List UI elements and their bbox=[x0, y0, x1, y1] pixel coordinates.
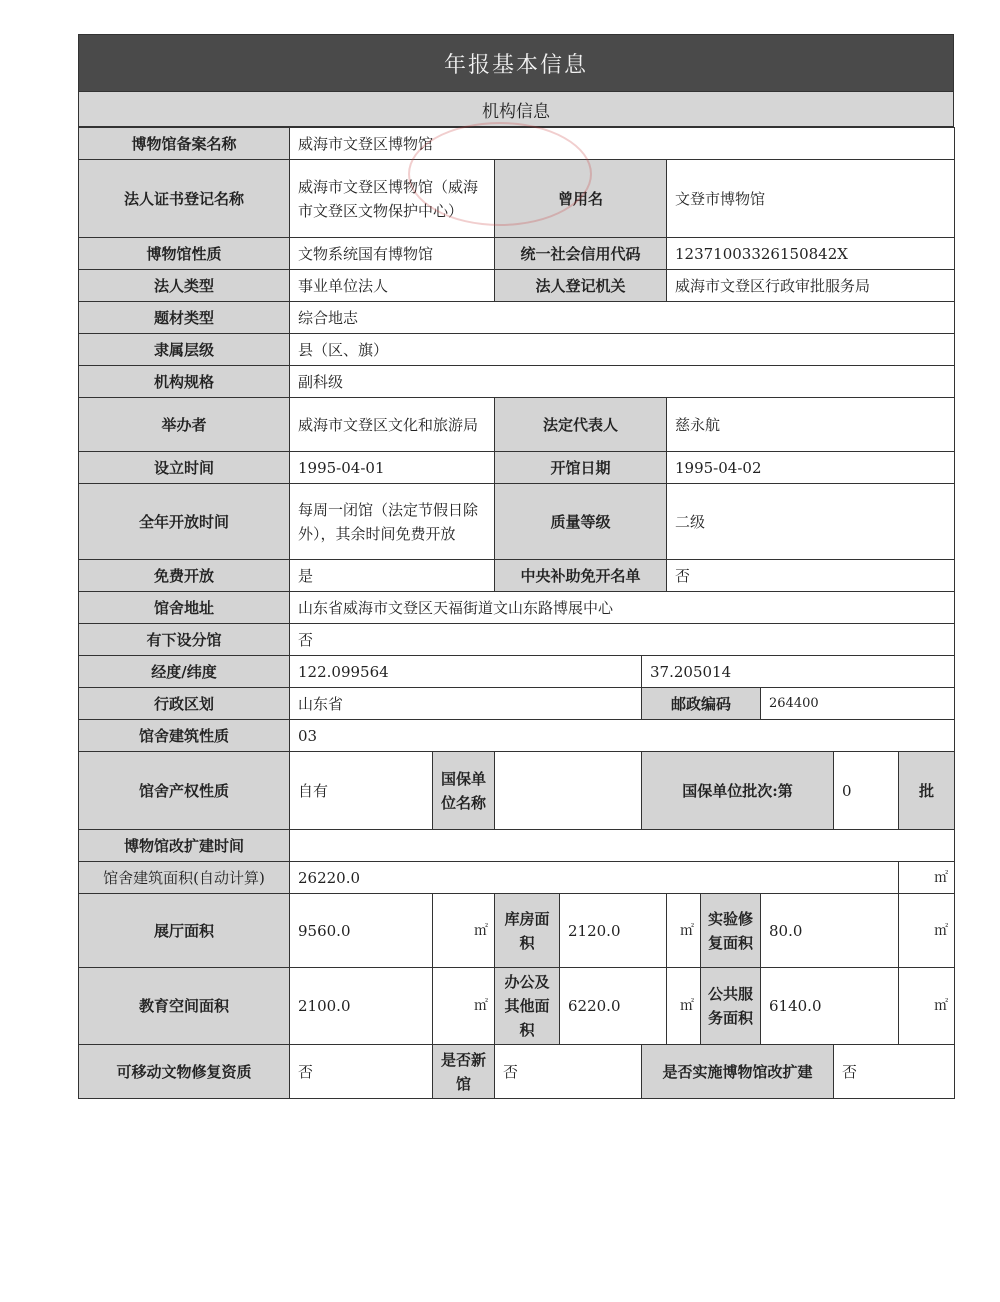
unit-label: ㎡ bbox=[899, 894, 955, 968]
lab-area-value: 80.0 bbox=[761, 894, 899, 968]
field-label: 全年开放时间 bbox=[79, 484, 290, 560]
annual-report-sheet bbox=[78, 34, 954, 1099]
free-open-value: 是 bbox=[290, 560, 495, 592]
field-label: 中央补助免开名单 bbox=[495, 560, 667, 592]
credit-code-value: 12371003326150842X bbox=[667, 238, 955, 270]
table-row bbox=[79, 1045, 955, 1099]
legal-rep-value: 慈永航 bbox=[667, 398, 955, 452]
table-row bbox=[79, 398, 955, 452]
former-name-value: 文登市博物馆 bbox=[667, 160, 955, 238]
field-label: 可移动文物修复资质 bbox=[79, 1045, 290, 1099]
legal-cert-name-value: 威海市文登区博物馆（威海市文登区文物保护中心） bbox=[290, 160, 495, 238]
field-label: 博物馆改扩建时间 bbox=[79, 830, 290, 862]
public-service-area-value: 6140.0 bbox=[761, 968, 899, 1045]
new-museum-value: 否 bbox=[495, 1045, 642, 1099]
table-row bbox=[79, 302, 955, 334]
field-label: 馆舍建筑面积(自动计算) bbox=[79, 862, 290, 894]
office-area-value: 6220.0 bbox=[560, 968, 667, 1045]
table-row bbox=[79, 560, 955, 592]
field-label: 有下设分馆 bbox=[79, 624, 290, 656]
field-label: 设立时间 bbox=[79, 452, 290, 484]
field-label: 是否新馆 bbox=[433, 1045, 495, 1099]
field-label: 隶属层级 bbox=[79, 334, 290, 366]
museum-nature-value: 文物系统国有博物馆 bbox=[290, 238, 495, 270]
field-label: 国保单位名称 bbox=[433, 752, 495, 830]
field-label: 举办者 bbox=[79, 398, 290, 452]
page-title: 年报基本信息 bbox=[78, 34, 954, 92]
legal-type-value: 事业单位法人 bbox=[290, 270, 495, 302]
storage-area-value: 2120.0 bbox=[560, 894, 667, 968]
field-label: 展厅面积 bbox=[79, 894, 290, 968]
education-area-value: 2100.0 bbox=[290, 968, 433, 1045]
sponsor-value: 威海市文登区文化和旅游局 bbox=[290, 398, 495, 452]
field-label: 博物馆备案名称 bbox=[79, 128, 290, 160]
table-row bbox=[79, 128, 955, 160]
branches-value: 否 bbox=[290, 624, 955, 656]
table-row bbox=[79, 720, 955, 752]
established-value: 1995-04-01 bbox=[290, 452, 495, 484]
field-label: 是否实施博物馆改扩建 bbox=[642, 1045, 834, 1099]
unit-label: ㎡ bbox=[667, 968, 701, 1045]
expansion-time-value bbox=[290, 830, 955, 862]
field-label: 法人证书登记名称 bbox=[79, 160, 290, 238]
table-row bbox=[79, 452, 955, 484]
unit-label: ㎡ bbox=[899, 968, 955, 1045]
field-label: 馆舍产权性质 bbox=[79, 752, 290, 830]
region-value: 山东省 bbox=[290, 688, 642, 720]
table-row bbox=[79, 830, 955, 862]
field-label: 机构规格 bbox=[79, 366, 290, 398]
field-label: 题材类型 bbox=[79, 302, 290, 334]
opened-value: 1995-04-02 bbox=[667, 452, 955, 484]
org-rank-value: 副科级 bbox=[290, 366, 955, 398]
opening-hours-value: 每周一闭馆（法定节假日除外），其余时间免费开放 bbox=[290, 484, 495, 560]
field-label: 公共服务面积 bbox=[701, 968, 761, 1045]
longitude-value: 122.099564 bbox=[290, 656, 642, 688]
field-label: 博物馆性质 bbox=[79, 238, 290, 270]
field-label: 免费开放 bbox=[79, 560, 290, 592]
national-unit-batch-value: 0 bbox=[834, 752, 899, 830]
field-label: 经度/纬度 bbox=[79, 656, 290, 688]
unit-label: ㎡ bbox=[899, 862, 955, 894]
quality-grade-value: 二级 bbox=[667, 484, 955, 560]
field-label: 库房面积 bbox=[495, 894, 560, 968]
latitude-value: 37.205014 bbox=[642, 656, 955, 688]
field-label: 馆舍建筑性质 bbox=[79, 720, 290, 752]
table-row bbox=[79, 862, 955, 894]
unit-label: ㎡ bbox=[667, 894, 701, 968]
table-row bbox=[79, 968, 955, 1045]
national-unit-name-value bbox=[495, 752, 642, 830]
section-title: 机构信息 bbox=[78, 92, 954, 127]
field-label: 教育空间面积 bbox=[79, 968, 290, 1045]
table-row bbox=[79, 592, 955, 624]
field-label: 邮政编码 bbox=[642, 688, 761, 720]
field-label: 行政区划 bbox=[79, 688, 290, 720]
exhibition-area-value: 9560.0 bbox=[290, 894, 433, 968]
table-row bbox=[79, 484, 955, 560]
unit-label: ㎡ bbox=[433, 894, 495, 968]
field-label: 办公及其他面积 bbox=[495, 968, 560, 1045]
field-label: 法定代表人 bbox=[495, 398, 667, 452]
table-row bbox=[79, 656, 955, 688]
registration-authority-value: 威海市文登区行政审批服务局 bbox=[667, 270, 955, 302]
field-label: 馆舍地址 bbox=[79, 592, 290, 624]
field-label: 统一社会信用代码 bbox=[495, 238, 667, 270]
batch-suffix: 批 bbox=[899, 752, 955, 830]
property-nature-value: 自有 bbox=[290, 752, 433, 830]
table-row bbox=[79, 270, 955, 302]
table-row bbox=[79, 366, 955, 398]
table-row bbox=[79, 624, 955, 656]
field-label: 法人登记机关 bbox=[495, 270, 667, 302]
field-label: 实验修复面积 bbox=[701, 894, 761, 968]
building-nature-value: 03 bbox=[290, 720, 955, 752]
info-table bbox=[78, 127, 955, 1099]
table-row bbox=[79, 688, 955, 720]
table-row bbox=[79, 894, 955, 968]
postcode-value: 264400 bbox=[761, 688, 955, 720]
table-row bbox=[79, 752, 955, 830]
movable-relic-repair-value: 否 bbox=[290, 1045, 433, 1099]
registered-name-value: 威海市文登区博物馆 bbox=[290, 128, 955, 160]
table-row bbox=[79, 160, 955, 238]
admin-level-value: 县（区、旗） bbox=[290, 334, 955, 366]
field-label: 质量等级 bbox=[495, 484, 667, 560]
theme-type-value: 综合地志 bbox=[290, 302, 955, 334]
field-label: 法人类型 bbox=[79, 270, 290, 302]
unit-label: ㎡ bbox=[433, 968, 495, 1045]
building-area-value: 26220.0 bbox=[290, 862, 899, 894]
field-label: 开馆日期 bbox=[495, 452, 667, 484]
table-row bbox=[79, 238, 955, 270]
table-row bbox=[79, 334, 955, 366]
address-value: 山东省威海市文登区天福街道文山东路博展中心 bbox=[290, 592, 955, 624]
central-subsidy-value: 否 bbox=[667, 560, 955, 592]
expansion-implemented-value: 否 bbox=[834, 1045, 955, 1099]
field-label: 曾用名 bbox=[495, 160, 667, 238]
field-label: 国保单位批次:第 bbox=[642, 752, 834, 830]
